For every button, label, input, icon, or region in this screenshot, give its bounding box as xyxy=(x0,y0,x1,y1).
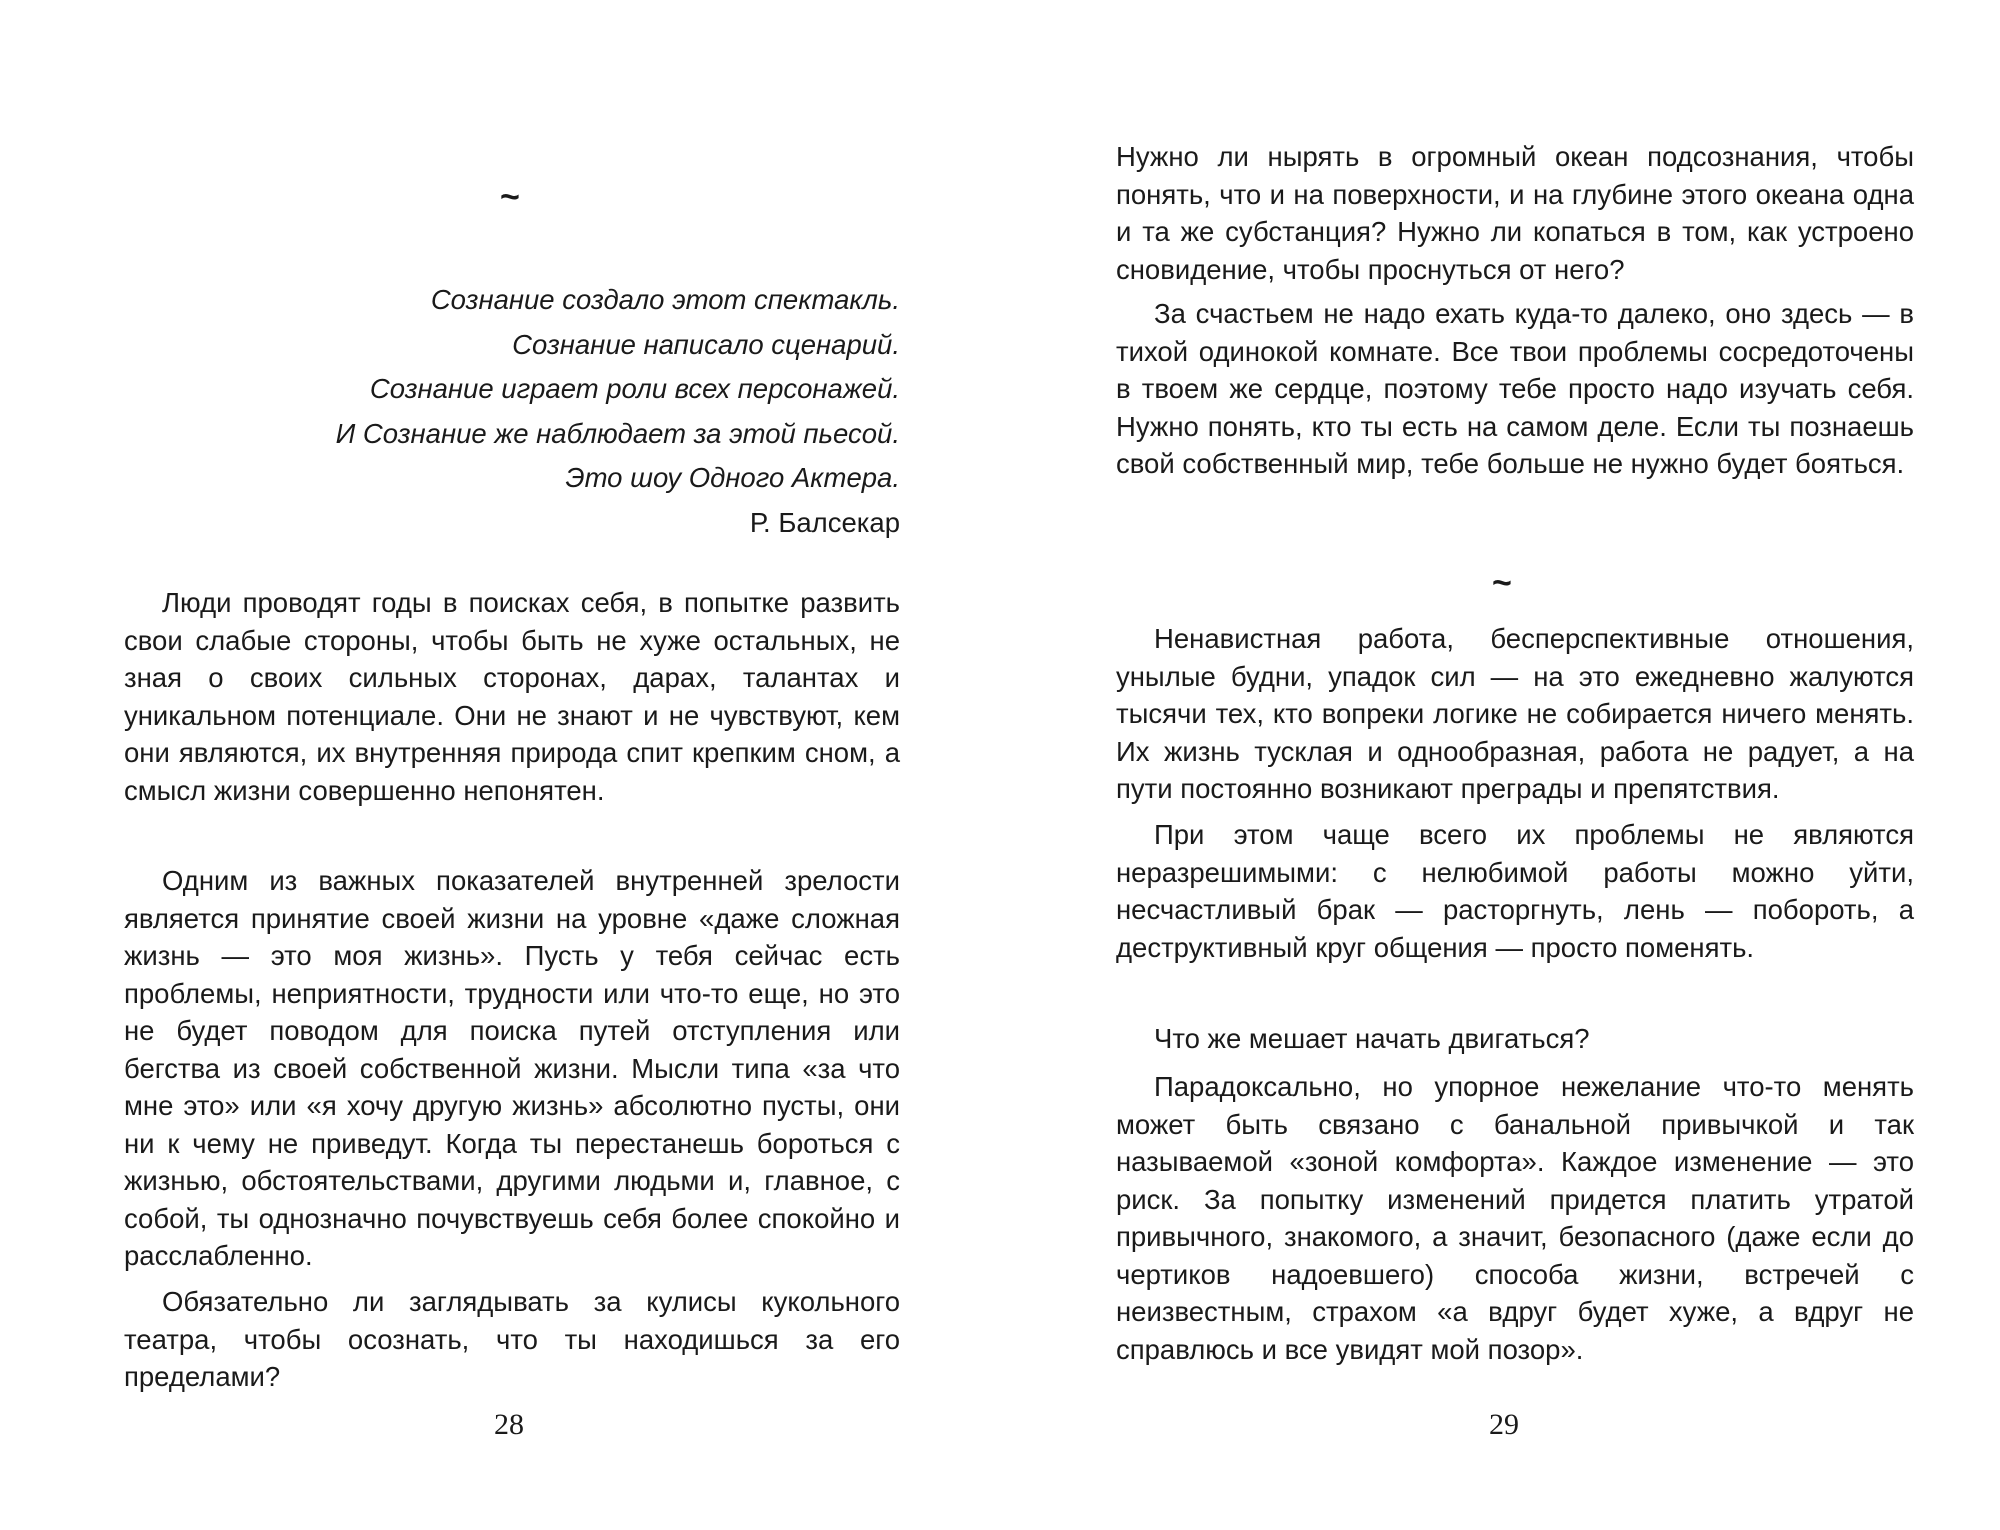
paragraph: Нужно ли нырять в огромный океан подсознания, чтобы понять, что и на поверхности, и на глубине этого океана одна и та же субстанция? Нужно ли копаться в том, как устроено сновидение, чтобы проснуться от него? xyxy=(1116,141,1914,285)
epigraph-line: Сознание создало этот спектакль. xyxy=(430,284,900,315)
epigraph-author: Р. Балсекар xyxy=(749,506,900,538)
epigraph-line: Это шоу Одного Актера. xyxy=(565,462,900,493)
left-page xyxy=(124,0,900,1530)
epigraph-line: И Сознание же наблюдает за этой пьесой. xyxy=(335,417,900,449)
paragraph: Люди проводят годы в поисках себя, в попытке развить свои слабые стороны, чтобы быть не хуже остальных, не зная о своих сильных сторонах, дарах, талантах и уникальном потенциале. Они не знают и не чувствуют, кем они являются, их внутренняя природа спит крепким сном, а смысл жизни совершенно непонятен. xyxy=(124,587,900,806)
paragraph: Одним из важных показателей внутренней зрелости является принятие своей жизни на уровне «даже сложная жизнь — это моя жизнь». Пусть у тебя сейчас есть проблемы, неприятности, трудности или что-то еще, но это не будет поводом для поиска путей отступления или бегства из своей собственной жизни. Мысли типа «за что мне это» или «я хочу другую жизнь» абсолютно пусты, они ни к чему не приведут. Когда ты перестанешь бороться с жизнью, обстоятельствами, другими людьми и, главное, с собой, ты однозначно почувствуешь себя более спокойно и расслабленно. xyxy=(124,865,900,1271)
paragraph: При этом чаще всего их проблемы не являются неразрешимыми: с нелюбимой работы можно уйти, несчастливый брак — расторгнуть, лень — побороть, а деструктивный круг общения — просто поменять. xyxy=(1116,819,1914,963)
paragraph: Ненавистная работа, бесперспективные отношения, унылые будни, упадок сил — на это ежедневно жалуются тысячи тех, кто вопреки логике не собирается ничего менять. Их жизнь тусклая и однообразная, работа не радует, а на пути постоянно возникают преграды и препятствия. xyxy=(1116,623,1914,804)
section-separator: ~ xyxy=(500,178,520,216)
epigraph-line: Сознание играет роли всех персонажей. xyxy=(369,373,900,404)
paragraph: Обязательно ли заглядывать за кулисы кукольного театра, чтобы осознать, что ты находишься за его пределами? xyxy=(124,1286,900,1392)
paragraph: Что же мешает начать двигаться? xyxy=(1154,1023,1590,1054)
page-number: 29 xyxy=(1489,1408,1519,1441)
epigraph-line: Сознание написало сценарий. xyxy=(512,328,900,360)
paragraph: За счастьем не надо ехать куда-то далеко, оно здесь — в тихой одинокой комнате. Все твои проблемы сосредоточены в твоем же сердце, поэтому тебе просто надо изучать себя. Нужно понять, кто ты есть на самом деле. Если ты познаешь свой собственный мир, тебе больше не нужно будет бояться. xyxy=(1116,298,1914,479)
page-number: 28 xyxy=(494,1408,524,1441)
paragraph: Парадоксально, но упорное нежелание что-то менять может быть связано с банальной привычкой и так называемой «зоной комфорта». Каждое изменение — это риск. За попытку изменений придется платить утратой привычного, знакомого, а значит, безопасного (даже если до чертиков надоевшего) способа жизни, встречей с неизвестным, страхом «а вдруг будет хуже, а вдруг не справлюсь и все увидят мой позор». xyxy=(1116,1071,1914,1365)
right-page xyxy=(1116,0,1914,1530)
epigraph xyxy=(124,278,900,545)
section-separator: ~ xyxy=(1492,564,1512,602)
